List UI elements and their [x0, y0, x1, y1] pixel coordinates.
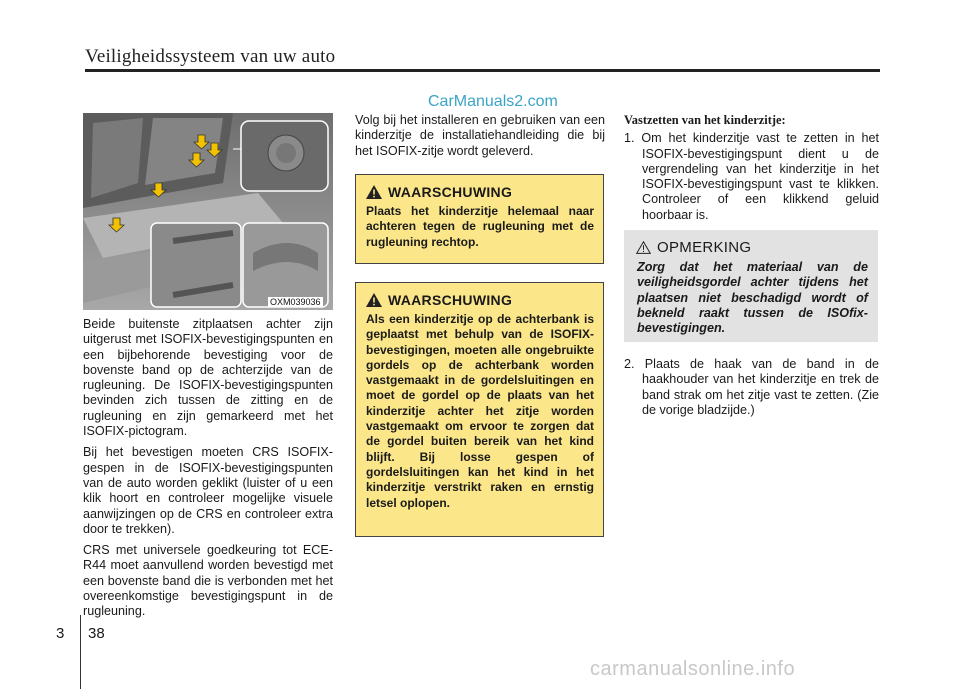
- warning-text: Plaats het kinderzitje helemaal naar achteren tegen de rugleuning met de rugleuning rechtop.: [366, 204, 594, 249]
- warning-triangle-icon: [366, 185, 382, 199]
- warning-box-unused-belts: [355, 282, 604, 537]
- section-heading: Vastzetten van het kinderzitje:: [624, 113, 786, 127]
- isofix-seat-illustration: [83, 113, 333, 310]
- note-text: Zorg dat het materiaal van de veiligheidsgordel achter tijdens het plaatsen niet beschadigd wordt of bekneld raakt tussen de ISOfix-bevestigingen.: [637, 260, 868, 336]
- seat-photo-drawing: [83, 113, 333, 310]
- step-1: 1. Om het kinderzitje vast te zetten in het ISOFIX-bevestigingspunt dient u de vergrendeling van het kinderzitje in het ISOFIX-bevestigingspunt vast te klikken. Controleer of een klikkend geluid hoorbaar is.: [624, 131, 879, 222]
- paragraph-isofix-click: Bij het bevestigen moeten CRS ISOFIX-gespen in de ISOFIX-bevestigingspunten van de auto worden geklikt (luister of u een klik hoort en controleer mogelijke visuele aanwijzingen op de CRS en controleer extra door te trekken).: [83, 445, 333, 536]
- page-number: 38: [88, 625, 105, 642]
- note-title: OPMERKING: [657, 239, 752, 256]
- caution-triangle-icon: [636, 241, 651, 254]
- chapter-number: 3: [56, 625, 65, 642]
- figure-code: OXM039036: [270, 297, 321, 307]
- warning-text: Als een kinderzitje op de achterbank is geplaatst met behulp van de ISOFIX-bevestigingen, moeten alle ongebruikte gordels op de achterbank worden vastgemaakt in de gordelsluitingen en moet de gordel op de plaats van het kinderzitje achter het zitje worden vastgemaakt om ervoor te zorgen dat de gordel buiten bereik van het kind blijft. Bij losse gespen of gordelsluitingen kan het kind in het kinderzitje verstrikt raken en ernstig letsel oplopen.: [366, 312, 594, 510]
- note-box: [624, 230, 878, 342]
- watermark-top: CarManuals2.com: [428, 93, 558, 110]
- column-left: [83, 317, 333, 626]
- page-header-title: Veiligheidssysteem van uw auto: [85, 46, 336, 67]
- warning-title: WAARSCHUWING: [388, 184, 513, 200]
- paragraph-isofix-location: Beide buitenste zitplaatsen achter zijn uitgerust met ISOFIX-bevestigingspunten en een bijbehorende bevestiging voor de bovenste band op de achterzijde van de rugleuning. De ISOFIX-bevestigingspunten bevinden zich tussen de zitting en de rugleuning en zijn gemarkeerd met het ISOFIX-pictogram.: [83, 317, 333, 439]
- warning-title: WAARSCHUWING: [388, 292, 513, 308]
- paragraph-ecer44: CRS met universele goedkeuring tot ECE-R44 moet aanvullend worden bevestigd met een bovenste band die is verbonden met het overeenkomstige bevestigingspunt in de rugleuning.: [83, 543, 333, 619]
- column-middle: [355, 113, 605, 165]
- paragraph-installation-intro: Volg bij het installeren en gebruiken van een kinderzitje de installatiehandleiding die bij het ISOFIX-zitje wordt geleverd.: [355, 113, 605, 158]
- page-number-divider: [80, 615, 81, 689]
- step-2: 2. Plaats de haak van de band in de haakhouder van het kinderzitje en trek de band strak om het zitje vast te zetten. (Zie de vorige bladzijde.): [624, 357, 879, 417]
- header-rule: [85, 69, 880, 72]
- column-right: [624, 113, 879, 229]
- warning-triangle-icon: [366, 293, 382, 307]
- warning-box-backrest: [355, 174, 604, 264]
- watermark-bottom: carmanualsonline.info: [590, 658, 796, 680]
- column-right-lower: [624, 357, 879, 424]
